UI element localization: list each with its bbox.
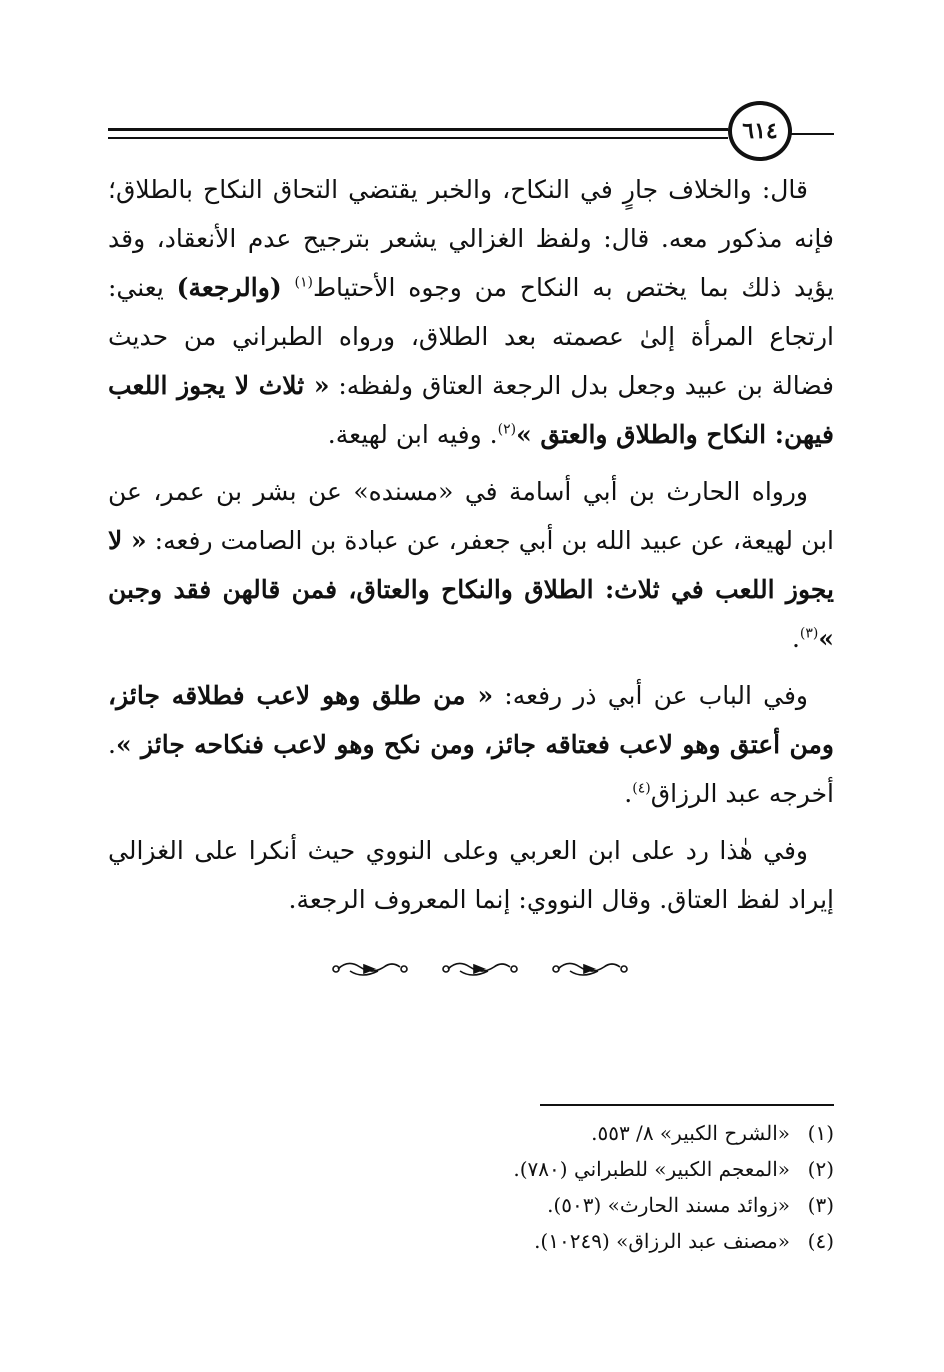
footnote-rule	[540, 1104, 834, 1106]
header-rule-right	[790, 133, 834, 135]
footnote-number: (٢)	[807, 1157, 834, 1181]
text-run: .	[624, 779, 633, 808]
page-number: ٦١٤	[728, 101, 792, 161]
text-run: . وفيه ابن لهيعة.	[327, 420, 498, 449]
footnote	[108, 1151, 834, 1187]
footnote	[108, 1115, 834, 1151]
quoted-hadith: « لا يجوز اللعب في ثلاث: الطلاق والنكاح والعتاق، فمن قالهن فقد وجبن »	[108, 526, 834, 653]
text-run: يعني: ارتجاع المرأة إلىٰ عصمته بعد الطلاق، ورواه الطبراني من حديث فضالة بن عبيد وجعل بدل الرجعة العتاق ولفظه:	[108, 273, 835, 400]
paragraph	[108, 165, 834, 459]
paragraph	[108, 671, 834, 818]
text-run: وفي الباب عن أبي ذر رفعه:	[493, 681, 809, 710]
footnote-number: (٣)	[807, 1193, 834, 1217]
footnote-ref: (٢)	[497, 421, 517, 438]
text-run	[282, 273, 295, 302]
footnote	[108, 1223, 834, 1259]
main-text	[108, 165, 834, 932]
text-run: . أخرجه عبد الرزاق	[108, 730, 834, 808]
footnote-text: «مصنف عبد الرزاق» (١٠٢٤٩).	[534, 1229, 790, 1253]
header-rule-thin	[108, 137, 728, 139]
text-run: .	[791, 624, 800, 653]
footnote-text: «الشرح الكبير» ٨/ ٥٥٣.	[591, 1121, 790, 1145]
text-run: وفي هٰذا رد على ابن العربي وعلى النووي حيث أنكرا على الغزالي إيراد لفظ العتاق. وقال النووي: إنما المعروف الرجعة.	[108, 836, 834, 914]
footnote	[108, 1187, 834, 1223]
footnote-ref: (١)	[294, 274, 313, 291]
text-run: ورواه الحارث بن أبي أسامة في «مسنده» عن بشر بن عمر، عن ابن لهيعة، عن عبيد الله بن أبي جعفر، عن عبادة بن الصامت رفعه:	[108, 477, 834, 555]
footnote-number: (١)	[807, 1121, 834, 1145]
quoted-hadith: « من طلق وهو لاعب فطلاقه جائز، ومن أعتق وهو لاعب فعتاقه جائز، ومن نكح وهو لاعب فنكاحه جائز »	[108, 681, 834, 759]
header-rule-thick	[108, 128, 728, 131]
quoted-hadith: (والرجعة)	[176, 273, 282, 302]
footnotes	[108, 1115, 834, 1259]
footnote-text: «زوائد مسند الحارث» (٥٠٣).	[547, 1193, 790, 1217]
text-run: قال: والخلاف جارٍ في النكاح، والخبر يقتضي التحاق النكاح بالطلاق؛ فإنه مذكور معه. قال: ولفظ الغزالي يشعر بترجيح عدم الأنعقاد، وقد يؤيد ذلك بما يختص به النكاح من وجوه الأحتياط	[108, 175, 834, 302]
footnote-number: (٤)	[807, 1229, 834, 1253]
footnote-text: «المعجم الكبير» للطبراني (٧٨٠).	[513, 1157, 790, 1181]
quoted-hadith: « ثلاث لا يجوز اللعب فيهن: النكاح والطلاق والعتق »	[108, 371, 834, 449]
footnote-ref: (٣)	[799, 625, 819, 642]
ornament-motif	[443, 963, 517, 975]
paragraph	[108, 467, 834, 663]
ornament-motif	[333, 963, 407, 975]
footnote-ref: (٤)	[632, 780, 651, 797]
paragraph	[108, 826, 834, 924]
ornament-divider	[330, 955, 630, 981]
ornament-motif	[553, 963, 627, 975]
